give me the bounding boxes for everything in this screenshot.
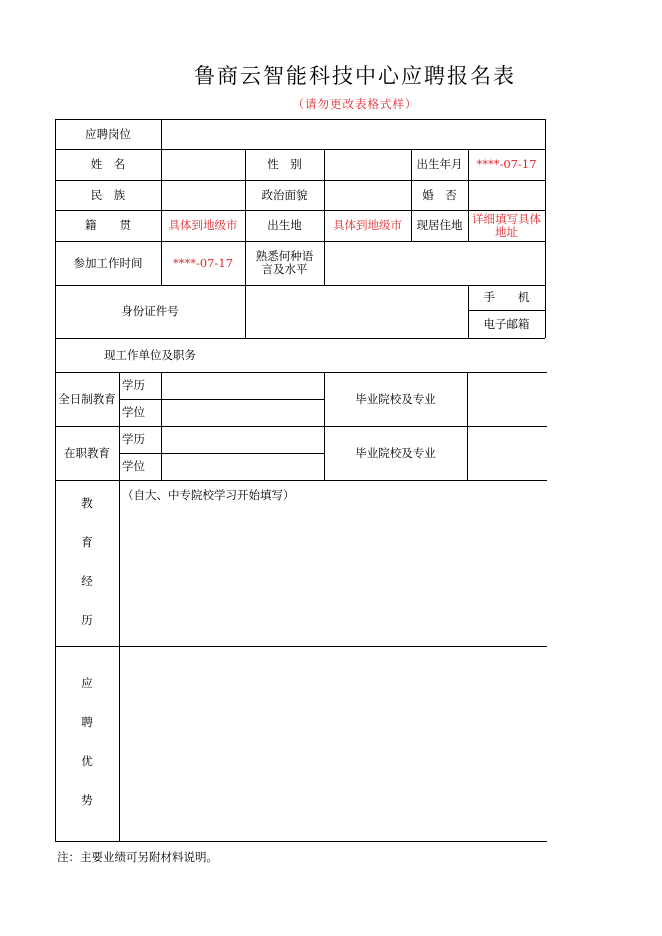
label-gender: 性 别 bbox=[267, 157, 302, 171]
label-fulltime-degree: 学历 bbox=[122, 378, 145, 392]
label-marriage: 婚 否 bbox=[422, 187, 457, 202]
residence-field[interactable]: 详细填写具体地址 bbox=[472, 211, 541, 239]
position-field[interactable] bbox=[161, 119, 545, 149]
current-job-field[interactable] bbox=[245, 338, 547, 372]
birthplace-field[interactable]: 具体到地级市 bbox=[333, 218, 402, 232]
politics-field[interactable] bbox=[324, 180, 411, 210]
label-email: 电子邮箱 bbox=[483, 316, 530, 331]
label-birthplace: 出生地 bbox=[267, 218, 302, 232]
fulltime-school-field[interactable] bbox=[467, 372, 547, 426]
fulltime-diploma-field[interactable] bbox=[161, 399, 324, 426]
id-number-field[interactable] bbox=[245, 285, 468, 338]
marriage-field[interactable] bbox=[468, 180, 545, 210]
footnote: 注：主要业绩可另附材料说明。 bbox=[57, 850, 218, 864]
label-inservice-school: 毕业院校及专业 bbox=[355, 445, 436, 460]
label-current-job: 现工作单位及职务 bbox=[104, 347, 196, 362]
label-work-start: 参加工作时间 bbox=[73, 255, 143, 270]
label-strengths bbox=[55, 646, 119, 841]
strengths-field[interactable] bbox=[119, 646, 547, 841]
label-residence: 现居住地 bbox=[416, 218, 463, 232]
form-subtitle: （请勿更改表格式样） bbox=[292, 97, 418, 111]
form-title: 鲁商云智能科技中心应聘报名表 bbox=[194, 64, 516, 88]
grid-line bbox=[545, 119, 546, 338]
label-ethnicity: 民 族 bbox=[90, 187, 126, 202]
label-inservice-edu: 在职教育 bbox=[64, 445, 110, 460]
native-field[interactable]: 具体到地级市 bbox=[168, 218, 238, 232]
inservice-diploma-field[interactable] bbox=[161, 453, 324, 480]
grid-line bbox=[55, 841, 547, 842]
label-inservice-diploma: 学位 bbox=[122, 459, 145, 473]
work-start-field[interactable]: ****-07-17 bbox=[172, 255, 234, 270]
fulltime-degree-field[interactable] bbox=[161, 372, 324, 399]
label-char: 优 bbox=[81, 754, 93, 768]
label-birth: 出生年月 bbox=[416, 157, 463, 171]
label-languages: 熟悉何种语言及水平 bbox=[255, 249, 314, 276]
label-char: 聘 bbox=[81, 715, 93, 729]
inservice-school-field[interactable] bbox=[467, 426, 547, 480]
label-position: 应聘岗位 bbox=[85, 126, 131, 141]
languages-field[interactable] bbox=[324, 241, 545, 285]
label-inservice-degree: 学历 bbox=[122, 432, 145, 446]
edu-history-field[interactable]: （自大、中专院校学习开始填写） bbox=[122, 488, 295, 502]
label-phone: 手 机 bbox=[483, 290, 530, 304]
label-char: 育 bbox=[81, 535, 93, 549]
label-name: 姓 名 bbox=[90, 157, 126, 171]
name-field[interactable] bbox=[161, 149, 245, 180]
label-char: 势 bbox=[81, 793, 93, 807]
label-char: 经 bbox=[81, 574, 93, 588]
label-politics: 政治面貌 bbox=[261, 187, 308, 202]
label-fulltime-edu: 全日制教育 bbox=[58, 391, 116, 406]
label-fulltime-diploma: 学位 bbox=[122, 405, 145, 419]
label-native: 籍 贯 bbox=[85, 218, 131, 232]
label-char: 历 bbox=[81, 613, 93, 627]
label-id-number: 身份证件号 bbox=[121, 304, 179, 318]
label-fulltime-school: 毕业院校及专业 bbox=[355, 391, 436, 406]
gender-field[interactable] bbox=[324, 149, 411, 180]
label-char: 教 bbox=[81, 496, 93, 510]
inservice-degree-field[interactable] bbox=[161, 426, 324, 453]
birth-field[interactable]: ****-07-17 bbox=[476, 157, 537, 171]
label-edu-history bbox=[55, 480, 119, 646]
ethnicity-field[interactable] bbox=[161, 180, 245, 210]
label-char: 应 bbox=[81, 676, 93, 690]
